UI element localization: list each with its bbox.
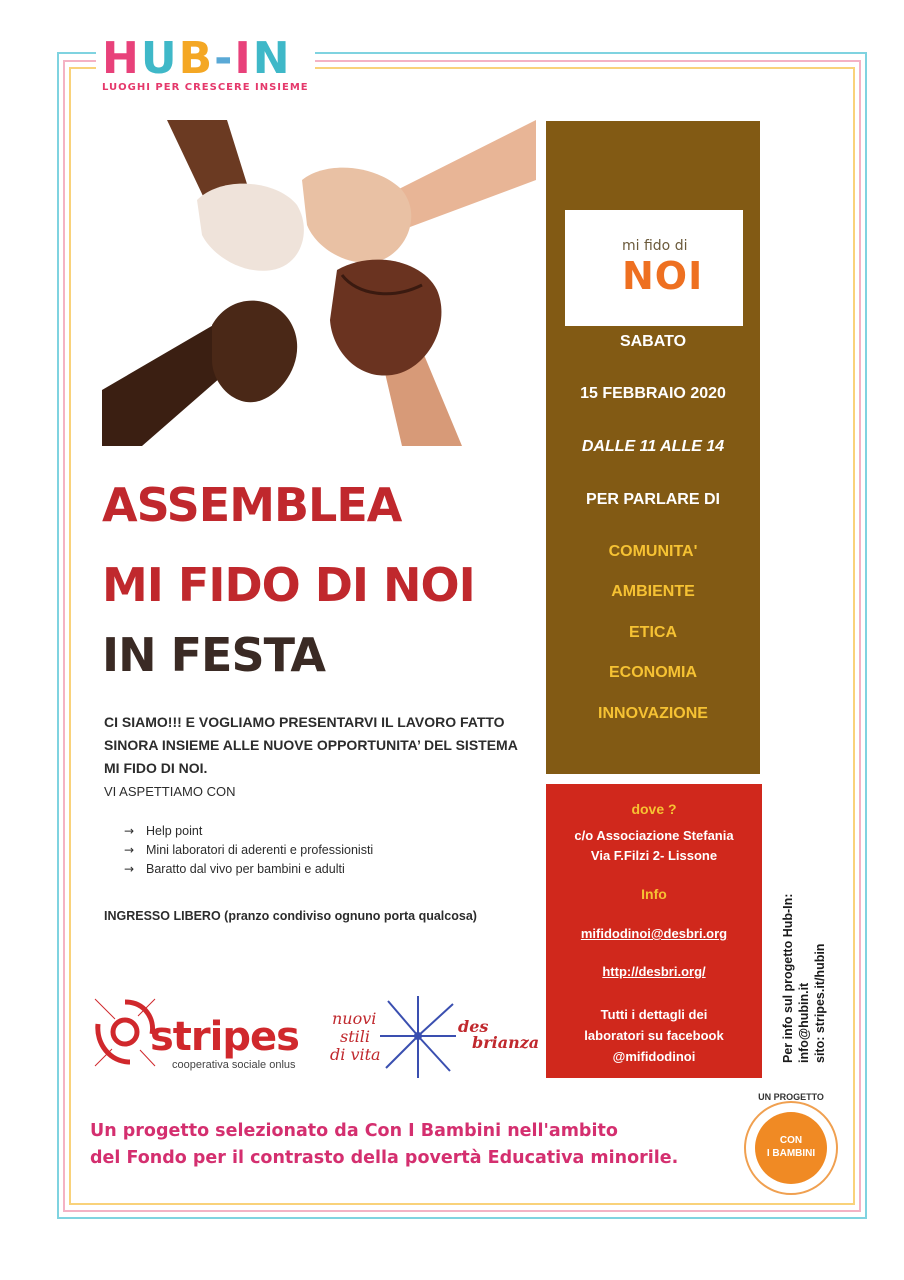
- facebook-line-1: Tutti i dettagli dei: [600, 1007, 708, 1022]
- stripes-logo-text: stripes: [150, 1014, 299, 1060]
- intro-text: CI SIAMO!!! E VOGLIAMO PRESENTARVI IL LAVORO FATTO SINORA INSIEME ALLE NUOVE OPPORTUNITA’ DEL SISTEMA MI FIDO DI NOI.: [104, 714, 518, 776]
- event-day: SABATO: [619, 333, 687, 350]
- arrow-icon: →: [124, 843, 135, 857]
- desbri-des: des: [458, 1017, 489, 1036]
- arrow-icon: →: [124, 862, 135, 876]
- event-time: DALLE 11 ALLE 14: [581, 438, 725, 455]
- footer-line-2: del Fondo per il contrasto della povertà Educativa minorile.: [90, 1148, 679, 1168]
- desbri-nuovi: nuovi: [332, 1009, 377, 1028]
- footer-line-1: Un progetto selezionato da Con I Bambini nell'ambito: [90, 1121, 618, 1141]
- hubin-logo-title: [102, 33, 309, 84]
- where-line-2: Via F.Filzi 2- Lissone: [590, 848, 718, 863]
- where-line-1: c/o Associazione Stefania: [574, 828, 734, 843]
- side-info-line-1: Per info sul progetto Hub-In:: [781, 893, 795, 1063]
- facebook-handle: @mifidodinoi: [612, 1049, 696, 1064]
- list-item: [124, 841, 373, 860]
- website-link[interactable]: http://desbri.org/: [602, 964, 706, 979]
- side-info-site[interactable]: sito: stripes.it/hubin: [813, 943, 827, 1063]
- desbri-brianza: brianza: [472, 1033, 540, 1052]
- where-heading: dove ?: [631, 801, 677, 817]
- arrow-icon: →: [124, 824, 135, 838]
- topic-item: ECONOMIA: [609, 664, 697, 681]
- hands-image: [102, 120, 536, 446]
- topic-item: AMBIENTE: [611, 583, 695, 600]
- event-talk: PER PARLARE DI: [586, 491, 720, 508]
- starburst-icon: [378, 996, 458, 1078]
- title-line-3: IN FESTA: [102, 628, 326, 682]
- email-link[interactable]: mifidodinoi@desbri.org: [580, 926, 728, 941]
- hubin-logo-subtitle: LUOGHI PER CRESCERE INSIEME: [102, 82, 309, 93]
- desbri-stili: stili: [340, 1027, 370, 1046]
- logo-letter: I: [234, 33, 253, 84]
- list-item-label: Mini laboratori di aderenti e professionisti: [146, 843, 374, 857]
- con-i-bambini-badge: [735, 1088, 847, 1196]
- logo-letter: H: [102, 33, 141, 84]
- badge-top-text: UN PROGETTO: [758, 1092, 824, 1102]
- entry-text: INGRESSO LIBERO (pranzo condiviso ognuno porta qualcosa): [104, 909, 477, 923]
- logo-letter: B: [178, 33, 215, 84]
- facebook-line-2: laboratori su facebook: [584, 1028, 724, 1043]
- logo-letter: -: [214, 33, 235, 84]
- mifidodinoi-logo-big: NOI: [622, 254, 704, 298]
- list-item-label: Baratto dal vivo per bambini e adulti: [146, 862, 345, 876]
- activity-list: [124, 822, 373, 879]
- badge-line-2: I BAMBINI: [766, 1148, 816, 1159]
- side-info-email[interactable]: info@hubin.it: [797, 982, 811, 1063]
- topic-item: ETICA: [629, 624, 677, 641]
- stripes-logo-subtitle: cooperativa sociale onlus: [172, 1059, 296, 1071]
- mifidodinoi-logo-small: mi fido di: [622, 238, 688, 254]
- desbri-divita: di vita: [330, 1045, 381, 1064]
- logo-letter: U: [140, 33, 179, 84]
- title-line-2: MI FIDO DI NOI: [102, 558, 475, 612]
- topic-item: INNOVAZIONE: [598, 705, 708, 722]
- logo-letter: N: [252, 33, 292, 84]
- footer-text: [90, 1118, 740, 1172]
- side-info: [780, 833, 828, 1063]
- info-heading: Info: [641, 886, 667, 902]
- list-item: [124, 822, 373, 841]
- list-item: [124, 860, 373, 879]
- event-date: 15 FEBBRAIO 2020: [580, 385, 726, 402]
- wait-text: VI ASPETTIAMO CON: [104, 784, 236, 799]
- hubin-logo: [96, 33, 315, 93]
- badge-line-1: CON: [779, 1135, 803, 1146]
- title-line-1: ASSEMBLEA: [102, 478, 402, 532]
- topic-item: COMUNITA': [608, 543, 698, 560]
- list-item-label: Help point: [146, 824, 203, 838]
